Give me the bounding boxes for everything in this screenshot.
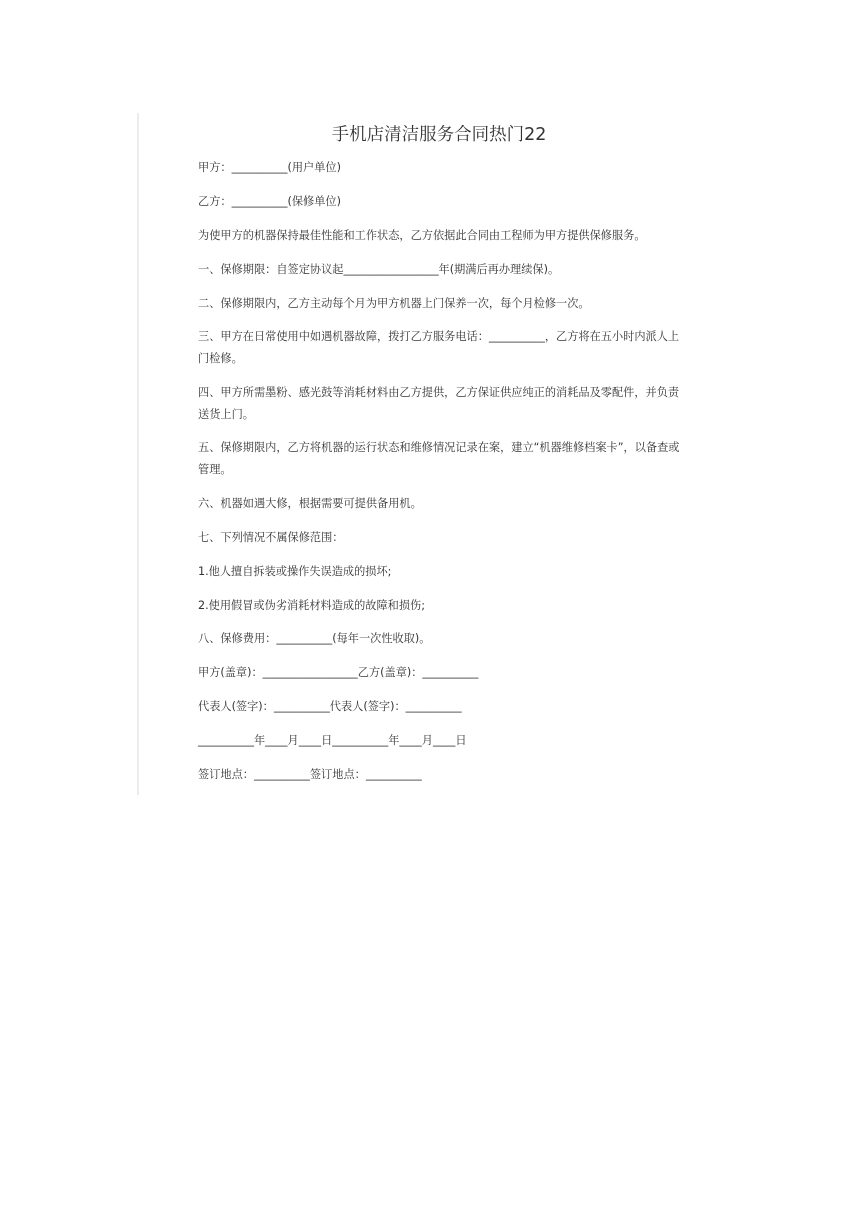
exclusion-item-1: 1.他人擅自拆装或操作失误造成的损坏;	[198, 565, 392, 578]
clause-5-records: 五、保修期限内，乙方将机器的运行状态和维修情况记录在案，建立“机器维修档案卡”，以备查或管理。	[198, 441, 680, 476]
clause-4-consumables: 四、甲方所需墨粉、感光鼓等消耗材料由乙方提供，乙方保证供应纯正的消耗品及零配件，并负责送货上门。	[198, 386, 680, 421]
clause-7-exclusions: 七、下列情况不属保修范围：	[198, 531, 344, 544]
clause-8-fees: 八、保修费用：__________(每年一次性收取)。	[198, 632, 431, 645]
clause-3-repair-call: 三、甲方在日常使用中如遇机器故障，拨打乙方服务电话：__________，乙方将在五小时内派人上门检修。	[198, 330, 680, 365]
clause-6-backup-machine: 六、机器如遇大修，根据需要可提供备用机。	[198, 497, 422, 510]
clause-1-warranty-period: 一、保修期限：自签定协议起_________________年(期满后再办理续保)。	[198, 263, 560, 276]
page-left-border	[137, 113, 139, 795]
signature-date-line: __________年____月____日__________年____月____日	[198, 734, 467, 747]
document-title: 手机店清洁服务合同热门22	[331, 125, 547, 145]
clause-party-a: 甲方：__________(用户单位)	[198, 161, 341, 174]
signature-seal-line: 甲方(盖章)：_________________乙方(盖章)：__________	[198, 666, 479, 679]
exclusion-item-2: 2.使用假冒或伪劣消耗材料造成的故障和损伤;	[198, 599, 426, 612]
signature-representative-line: 代表人(签字)：__________代表人(签字)：__________	[198, 700, 462, 713]
clause-party-b: 乙方：__________(保修单位)	[198, 195, 341, 208]
clause-2-maintenance: 二、保修期限内，乙方主动每个月为甲方机器上门保养一次，每个月检修一次。	[198, 297, 590, 310]
signing-location-line: 签订地点：__________签订地点：__________	[198, 768, 422, 781]
clause-intro: 为使甲方的机器保持最佳性能和工作状态，乙方依据此合同由工程师为甲方提供保修服务。	[198, 229, 646, 242]
